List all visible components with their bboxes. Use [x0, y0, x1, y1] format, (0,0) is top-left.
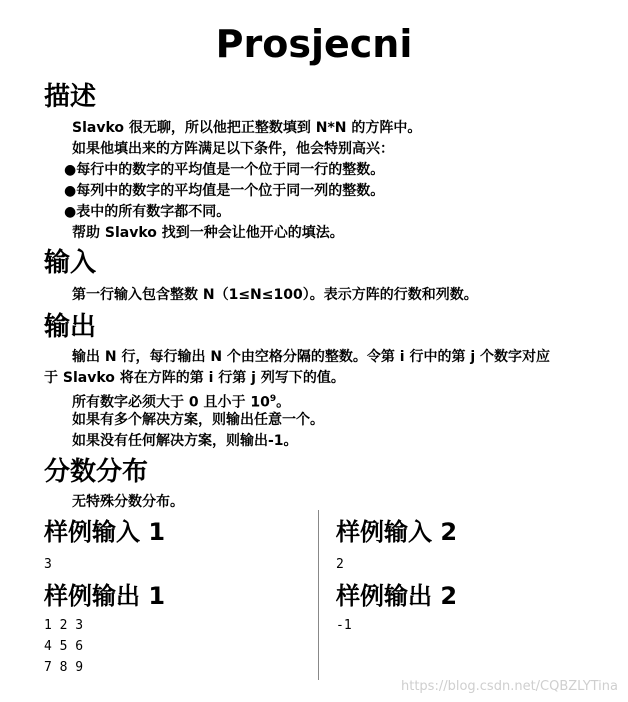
output-line-1: 输出 N 行，每行输出 N 个由空格分隔的整数。令第 i 行中的第 j 个数字对应 [72, 349, 551, 365]
description-heading: 描述 [44, 82, 97, 112]
sample-input-2: 2 [336, 557, 344, 572]
output-line-3-end: 。 [276, 394, 291, 411]
description-line-4: ●每列中的数字的平均值是一个位于同一列的整数。 [64, 183, 385, 199]
input-heading: 输入 [44, 248, 97, 278]
input-text: 第一行输入包含整数 N（1≤N≤100）。表示方阵的行数和列数。 [72, 287, 478, 303]
description-line-5: ●表中的所有数字都不同。 [64, 204, 231, 220]
output-line-2: 于 Slavko 将在方阵的第 i 行第 j 列写下的值。 [44, 370, 345, 386]
problem-title: Prosjecni [215, 22, 413, 66]
output-line-3-text: 所有数字必须大于 0 且小于 10 [72, 394, 270, 411]
description-line-1: Slavko 很无聊，所以他把正整数填到 N*N 的方阵中。 [72, 120, 422, 136]
description-line-2: 如果他填出来的方阵满足以下条件，他会特别高兴： [72, 141, 394, 157]
exponent: 9 [269, 394, 277, 404]
sample-output-1: 1 2 3 4 5 6 7 8 9 [44, 618, 84, 675]
watermark: https://blog.csdn.net/CQBZLYTina [400, 679, 618, 694]
sample-input-1-heading: 样例输入 1 [44, 518, 166, 546]
sample-output-2: -1 [336, 618, 352, 633]
output-line-5: 如果没有任何解决方案，则输出-1。 [72, 433, 298, 449]
sample-input-1: 3 [44, 557, 52, 572]
description-line-6: 帮助 Slavko 找到一种会让他开心的填法。 [72, 225, 344, 241]
sample-output-1-heading: 样例输出 1 [44, 582, 166, 610]
column-divider [318, 510, 319, 680]
output-heading: 输出 [44, 312, 97, 342]
description-line-3: ●每行中的数字的平均值是一个位于同一行的整数。 [64, 162, 385, 178]
scoring-text: 无特殊分数分布。 [72, 494, 184, 510]
sample-input-2-heading: 样例输入 2 [336, 518, 458, 546]
sample-output-2-heading: 样例输出 2 [336, 582, 458, 610]
output-line-4: 如果有多个解决方案，则输出任意一个。 [72, 412, 324, 428]
scoring-heading: 分数分布 [44, 457, 149, 487]
